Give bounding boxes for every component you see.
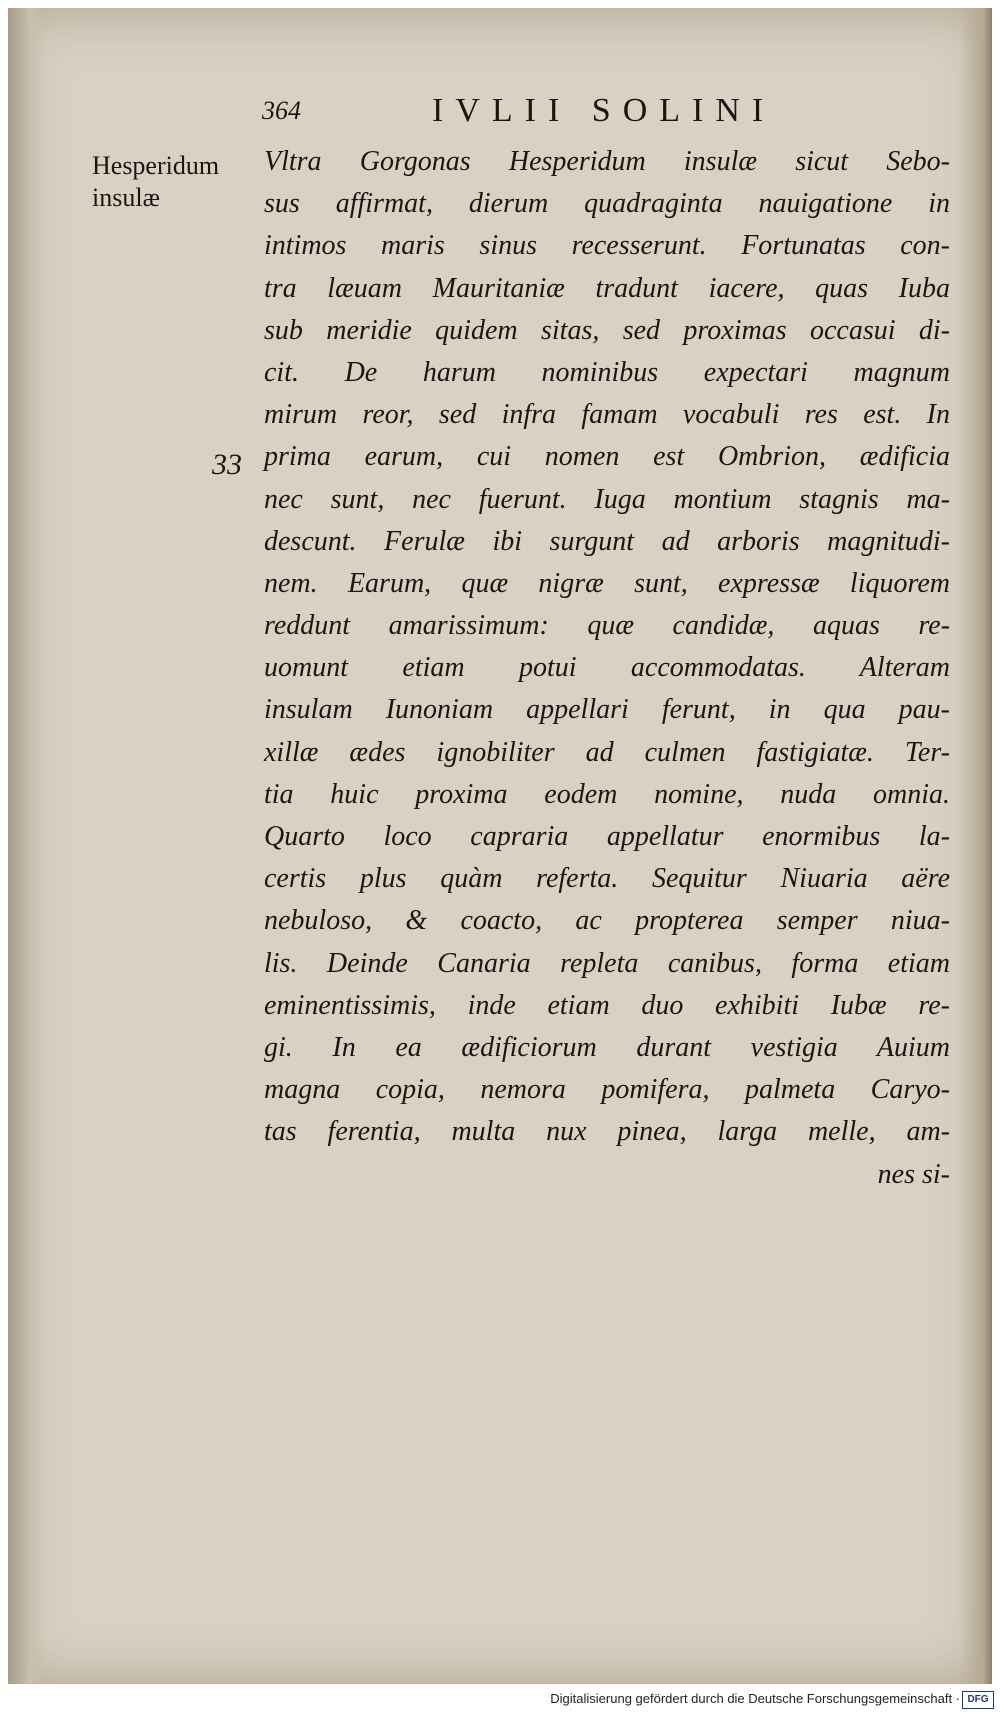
text-line: nem. Earum, quæ nigræ sunt, expressæ liquorem xyxy=(264,567,950,599)
text-line: prima earum, cui nomen est Ombrion, ædificia xyxy=(264,441,950,473)
text-line: Quarto loco capraria appellatur enormibus la- xyxy=(264,821,950,852)
text-line: tra læuam Mauritaniæ tradunt iacere, quas Iuba xyxy=(264,272,950,304)
text-line: nec sunt, nec fuerunt. Iuga montium stagnis ma- xyxy=(264,483,950,515)
text-line: uomunt etiam potui accommodatas. Alteram xyxy=(264,652,950,684)
funding-credit: Digitalisierung gefördert durch die Deutsche Forschungsgemeinschaft · xyxy=(550,1691,960,1706)
page-number: 364 xyxy=(262,96,301,125)
text-line: nebuloso, & coacto, ac propterea semper niua- xyxy=(264,905,950,937)
text-line: gi. In ea ædificiorum durant vestigia Auium xyxy=(264,1031,950,1063)
text-line: sub meridie quidem sitas, sed proximas occasui di- xyxy=(264,314,950,346)
page-left-shadow xyxy=(8,8,44,1684)
page-header xyxy=(262,92,842,132)
text-line: magna copia, nemora pomifera, palmeta Caryo- xyxy=(264,1074,950,1106)
margin-note-line-1: Hesperidum xyxy=(92,151,220,180)
text-line: cit. De harum nominibus expectari magnum xyxy=(264,356,950,388)
text-line: tia huic proxima eodem nomine, nuda omnia. xyxy=(264,778,950,810)
text-line: descunt. Ferulæ ibi surgunt ad arboris magnitudi- xyxy=(264,525,950,557)
body-text xyxy=(264,141,950,1196)
running-title: IVLII SOLINI xyxy=(432,92,776,129)
text-line: tas ferentia, multa nux pinea, larga melle, am- xyxy=(264,1116,950,1148)
text-line: lis. Deinde Canaria repleta canibus, forma etiam xyxy=(264,947,950,979)
text-line: xillæ ædes ignobiliter ad culmen fastigiatæ. Ter- xyxy=(264,736,950,768)
digitization-footer xyxy=(0,1688,1000,1713)
page-right-shadow xyxy=(960,8,992,1684)
margin-note-line-2: insulæ xyxy=(92,183,160,212)
section-number: 33 xyxy=(212,448,242,481)
text-line: certis plus quàm referta. Sequitur Niuaria aëre xyxy=(264,863,950,895)
text-line: intimos maris sinus recesserunt. Fortunatas con- xyxy=(264,230,950,262)
text-line: insulam Iunoniam appellari ferunt, in qua pau- xyxy=(264,694,950,726)
catchword: nes si- xyxy=(877,1158,950,1190)
text-line: reddunt amarissimum: quæ candidæ, aquas re- xyxy=(264,610,950,642)
dfg-logo: DFG xyxy=(962,1691,994,1709)
text-line: mirum reor, sed infra famam vocabuli res est. In xyxy=(264,399,950,431)
text-line: Vltra Gorgonas Hesperidum insulæ sicut Sebo- xyxy=(264,146,950,177)
text-line: eminentissimis, inde etiam duo exhibiti Iubæ re- xyxy=(264,989,950,1021)
text-line: sus affirmat, dierum quadraginta nauigatione in xyxy=(264,188,950,220)
